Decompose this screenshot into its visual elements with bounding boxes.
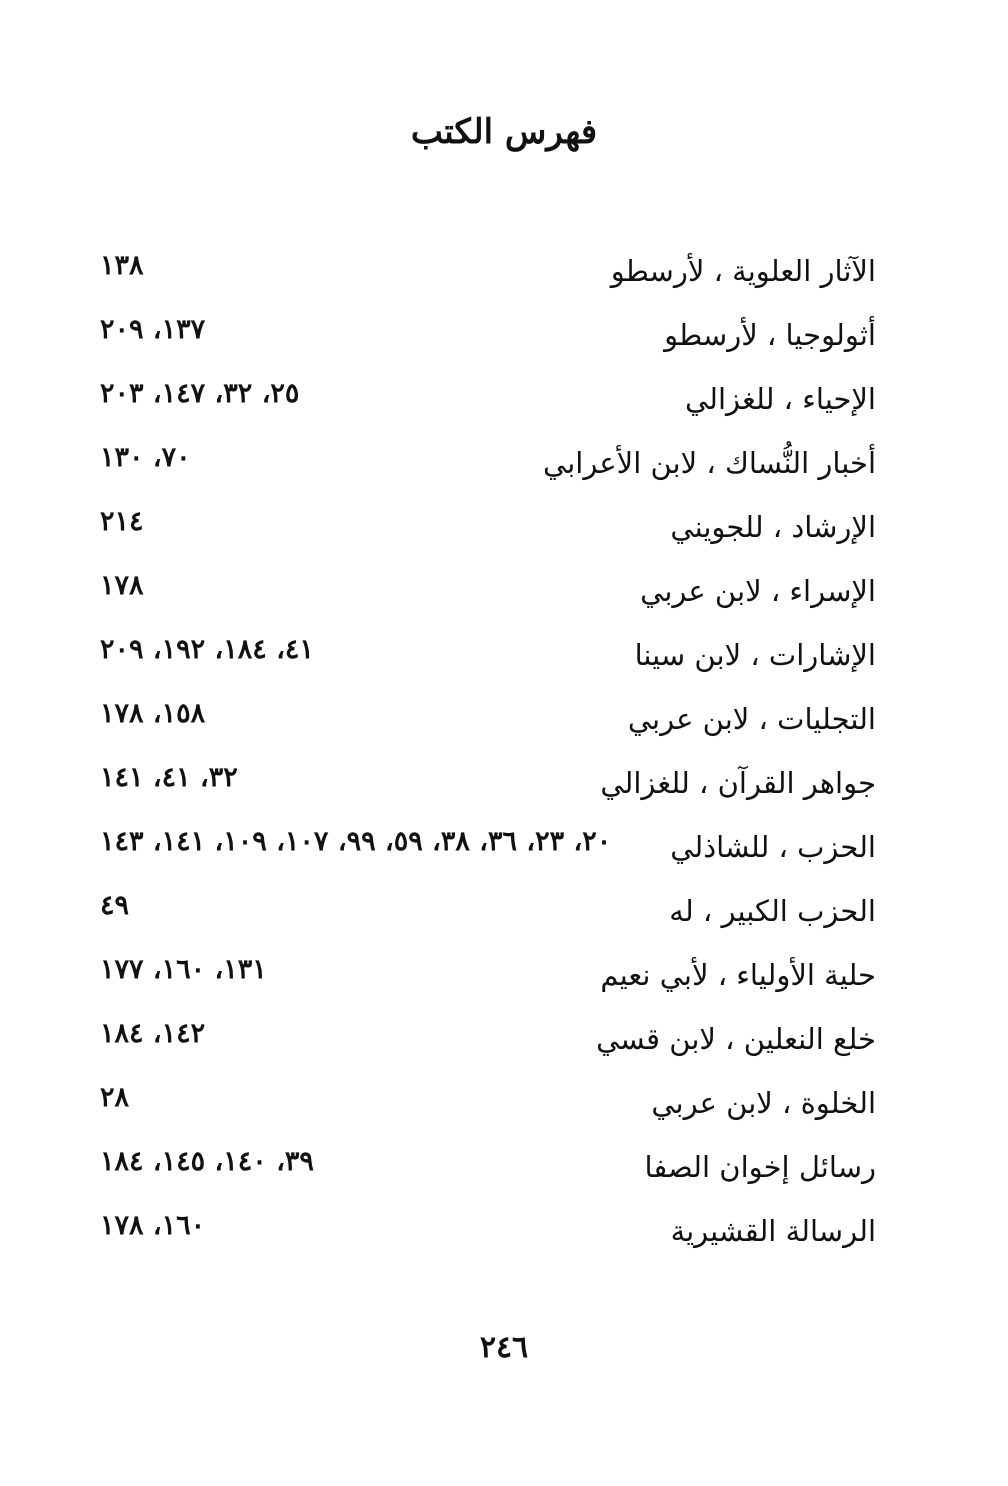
- index-entry: [96, 244, 876, 308]
- page-references: ١٣٨: [100, 250, 144, 281]
- index-entry: [96, 1012, 876, 1076]
- page-references: ١٧٨: [100, 570, 144, 601]
- book-title: الخلوة ، لابن عربي: [651, 1086, 876, 1120]
- index-entry: [96, 372, 876, 436]
- index-entry: [96, 1076, 876, 1140]
- index-entry: [96, 564, 876, 628]
- book-title: أخبار النُّساك ، لابن الأعرابي: [543, 446, 876, 480]
- book-title: جواهر القرآن ، للغزالي: [600, 766, 876, 800]
- index-entry: [96, 820, 876, 884]
- book-title: التجليات ، لابن عربي: [627, 702, 876, 736]
- index-entry: [96, 436, 876, 500]
- book-title: الإحياء ، للغزالي: [684, 382, 876, 416]
- page-references: ١٦٠، ١٧٨: [100, 1210, 206, 1241]
- index-entry: [96, 308, 876, 372]
- index-entry: [96, 1204, 876, 1268]
- index-entry: [96, 756, 876, 820]
- page-references: ٢٠، ٢٣، ٣٦، ٣٨، ٥٩، ٩٩، ١٠٧، ١٠٩، ١٤١، ١٤٣: [100, 826, 612, 857]
- index-entry: [96, 628, 876, 692]
- book-title: أثولوجيا ، لأرسطو: [664, 318, 876, 352]
- index-entry: [96, 692, 876, 756]
- book-title: حلية الأولياء ، لأبي نعيم: [600, 958, 876, 992]
- page-references: ١٣٧، ٢٠٩: [100, 314, 206, 345]
- book-index-list: [96, 244, 876, 1268]
- book-title: الآثار العلوية ، لأرسطو: [610, 254, 876, 288]
- page-references: ٢١٤: [100, 506, 144, 537]
- book-title: الإسراء ، لابن عربي: [640, 574, 876, 608]
- book-title: خلع النعلين ، لابن قسي: [596, 1022, 876, 1056]
- page-references: ٤١، ١٨٤، ١٩٢، ٢٠٩: [100, 634, 314, 665]
- index-entry: [96, 500, 876, 564]
- page-references: ١٤٢، ١٨٤: [100, 1018, 206, 1049]
- index-entry: [96, 1140, 876, 1204]
- page-references: ٧٠، ١٣٠: [100, 442, 191, 473]
- page-references: ١٥٨، ١٧٨: [100, 698, 206, 729]
- page-references: ٢٨: [100, 1082, 130, 1113]
- book-title: الحزب ، للشاذلي: [670, 830, 876, 864]
- page-references: ٣٩، ١٤٠، ١٤٥، ١٨٤: [100, 1146, 314, 1177]
- page-references: ٢٥، ٣٢، ١٤٧، ٢٠٣: [100, 378, 300, 409]
- book-title: الحزب الكبير ، له: [669, 894, 876, 928]
- book-title: الإرشاد ، للجويني: [670, 510, 876, 544]
- page-references: ١٣١، ١٦٠، ١٧٧: [100, 954, 267, 985]
- index-entry: [96, 884, 876, 948]
- page-title: فهرس الكتب: [410, 112, 598, 152]
- book-title: الرسالة القشيرية: [670, 1214, 876, 1248]
- page-references: ٣٢، ٤١، ١٤١: [100, 762, 238, 793]
- index-entry: [96, 948, 876, 1012]
- page-references: ٤٩: [100, 890, 130, 921]
- book-title: رسائل إخوان الصفا: [644, 1150, 876, 1184]
- book-title: الإشارات ، لابن سينا: [634, 638, 876, 672]
- page-number: ٢٤٦: [479, 1330, 529, 1365]
